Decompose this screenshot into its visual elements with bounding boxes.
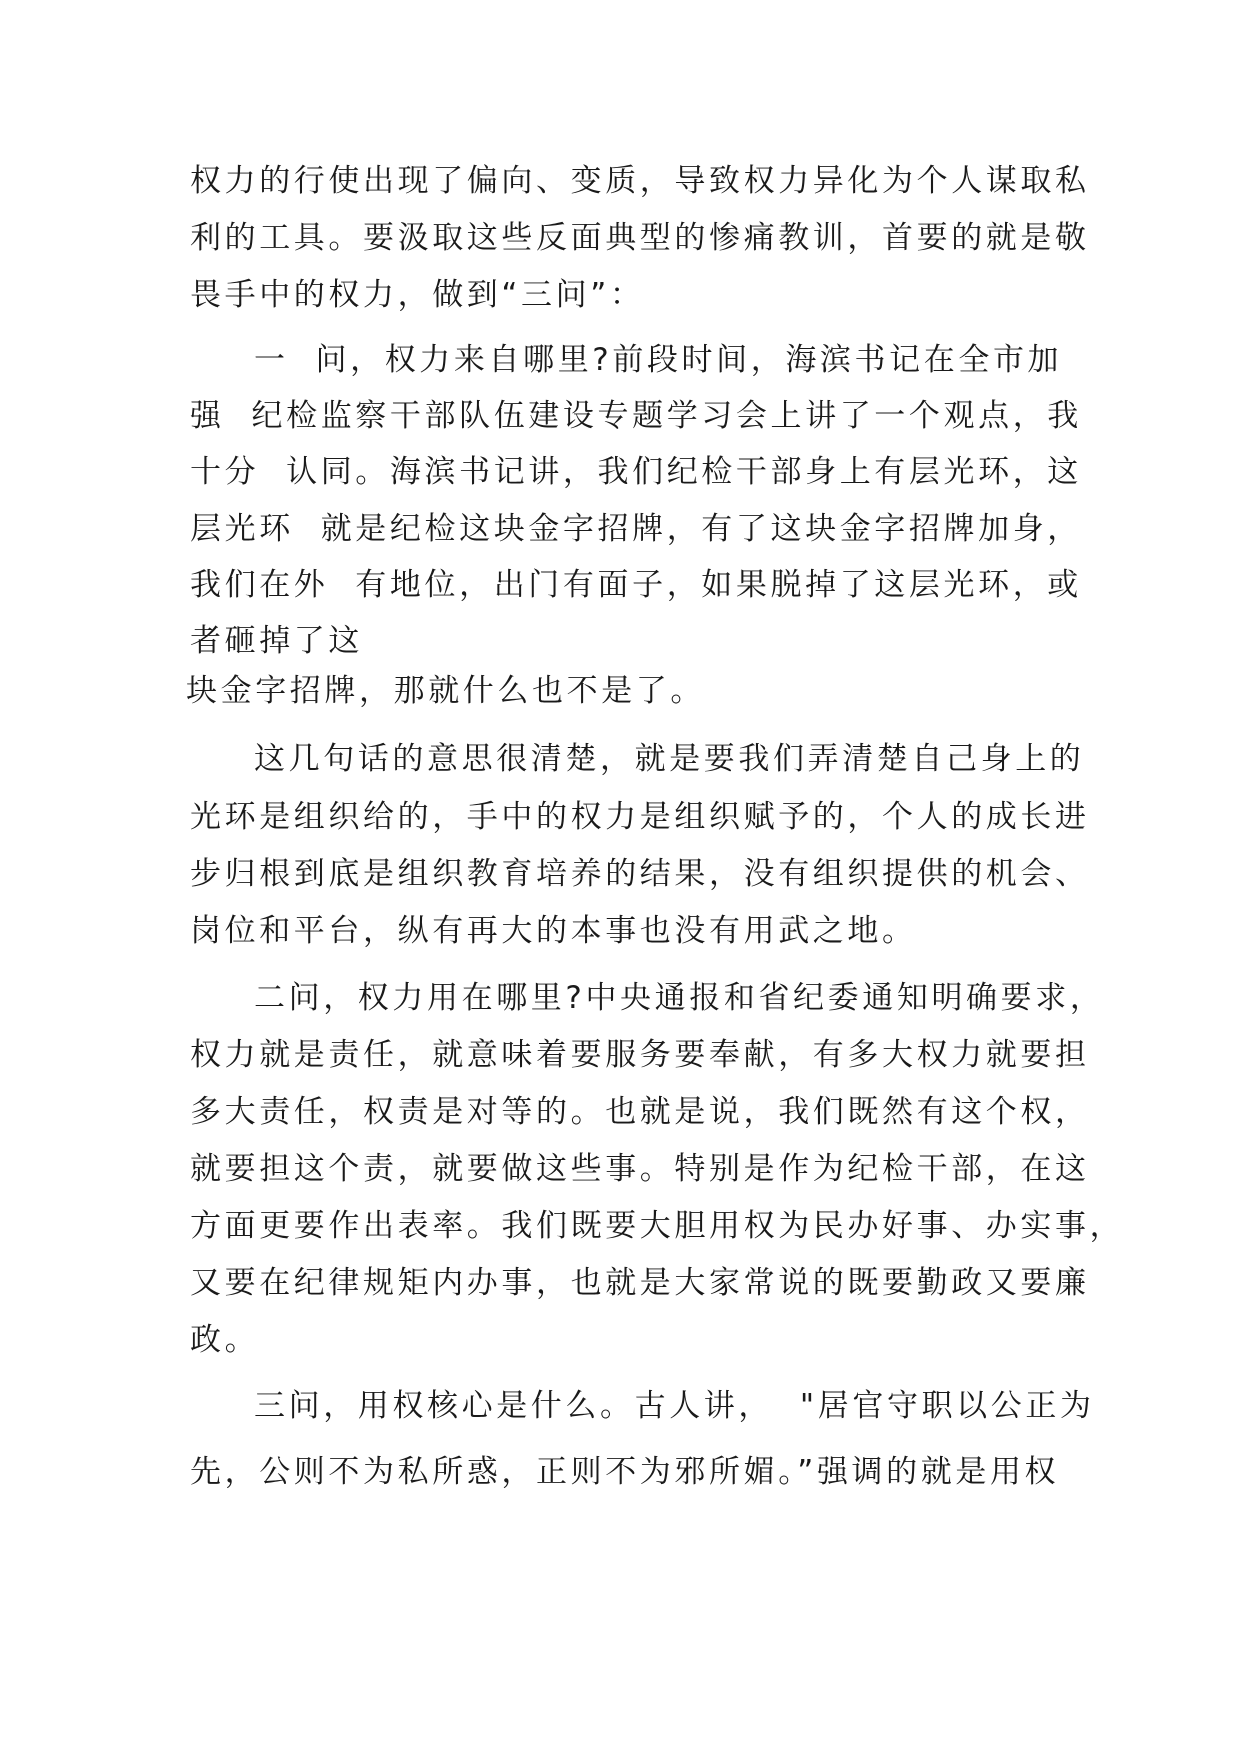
text-line: 强 纪检监察干部队伍建设专题学习会上讲了一个观点，我 bbox=[190, 398, 1082, 434]
text-line: 多大责任，权责是对等的。也就是说，我们既然有这个权， bbox=[190, 1094, 1090, 1130]
text-line: 权力的行使出现了偏向、变质，导致权力异化为个人谋取私 bbox=[190, 163, 1090, 199]
text-line: 又要在纪律规矩内办事，也就是大家常说的既要勤政又要廉 bbox=[190, 1265, 1090, 1301]
text-line: 权力就是责任，就意味着要服务要奉献，有多大权力就要担 bbox=[190, 1037, 1090, 1073]
text-line: 光环是组织给的，手中的权力是组织赋予的，个人的成长进 bbox=[190, 799, 1090, 835]
text-line: 十分 认同。海滨书记讲，我们纪检干部身上有层光环，这 bbox=[190, 454, 1082, 490]
text-line: 先，公则不为私所惑，正则不为邪所媚。”强调的就是用权 bbox=[190, 1454, 1060, 1490]
text-line: 就要担这个责，就要做这些事。特别是作为纪检干部，在这 bbox=[190, 1151, 1090, 1187]
text-line: 一 问，权力来自哪里?前段时间，海滨书记在全市加 bbox=[254, 342, 1063, 378]
text-line: 二问，权力用在哪里?中央通报和省纪委通知明确要求， bbox=[254, 980, 1105, 1016]
text-line: 岗位和平台，纵有再大的本事也没有用武之地。 bbox=[190, 913, 917, 949]
text-line: 政。 bbox=[190, 1322, 260, 1358]
text-line: 这几句话的意思很清楚，就是要我们弄清楚自己身上的 bbox=[254, 741, 1085, 777]
text-line: 三问，用权核心是什么。古人讲， "居官守职以公正为 bbox=[254, 1388, 1095, 1424]
text-line: 利的工具。要汲取这些反面典型的惨痛教训，首要的就是敬 bbox=[190, 220, 1090, 256]
text-line: 步归根到底是组织教育培养的结果，没有组织提供的机会、 bbox=[190, 856, 1090, 892]
text-line: 我们在外 有地位，出门有面子，如果脱掉了这层光环，或 bbox=[190, 567, 1082, 603]
text-line: 者砸掉了这 bbox=[190, 623, 363, 659]
text-line: 方面更要作出表率。我们既要大胆用权为民办好事、办实事， bbox=[190, 1208, 1125, 1244]
text-line: 畏手中的权力，做到“三问”： bbox=[190, 277, 645, 313]
text-line: 块金字招牌，那就什么也不是了。 bbox=[186, 673, 705, 709]
text-line: 层光环 就是纪检这块金字招牌，有了这块金字招牌加身， bbox=[190, 511, 1082, 547]
